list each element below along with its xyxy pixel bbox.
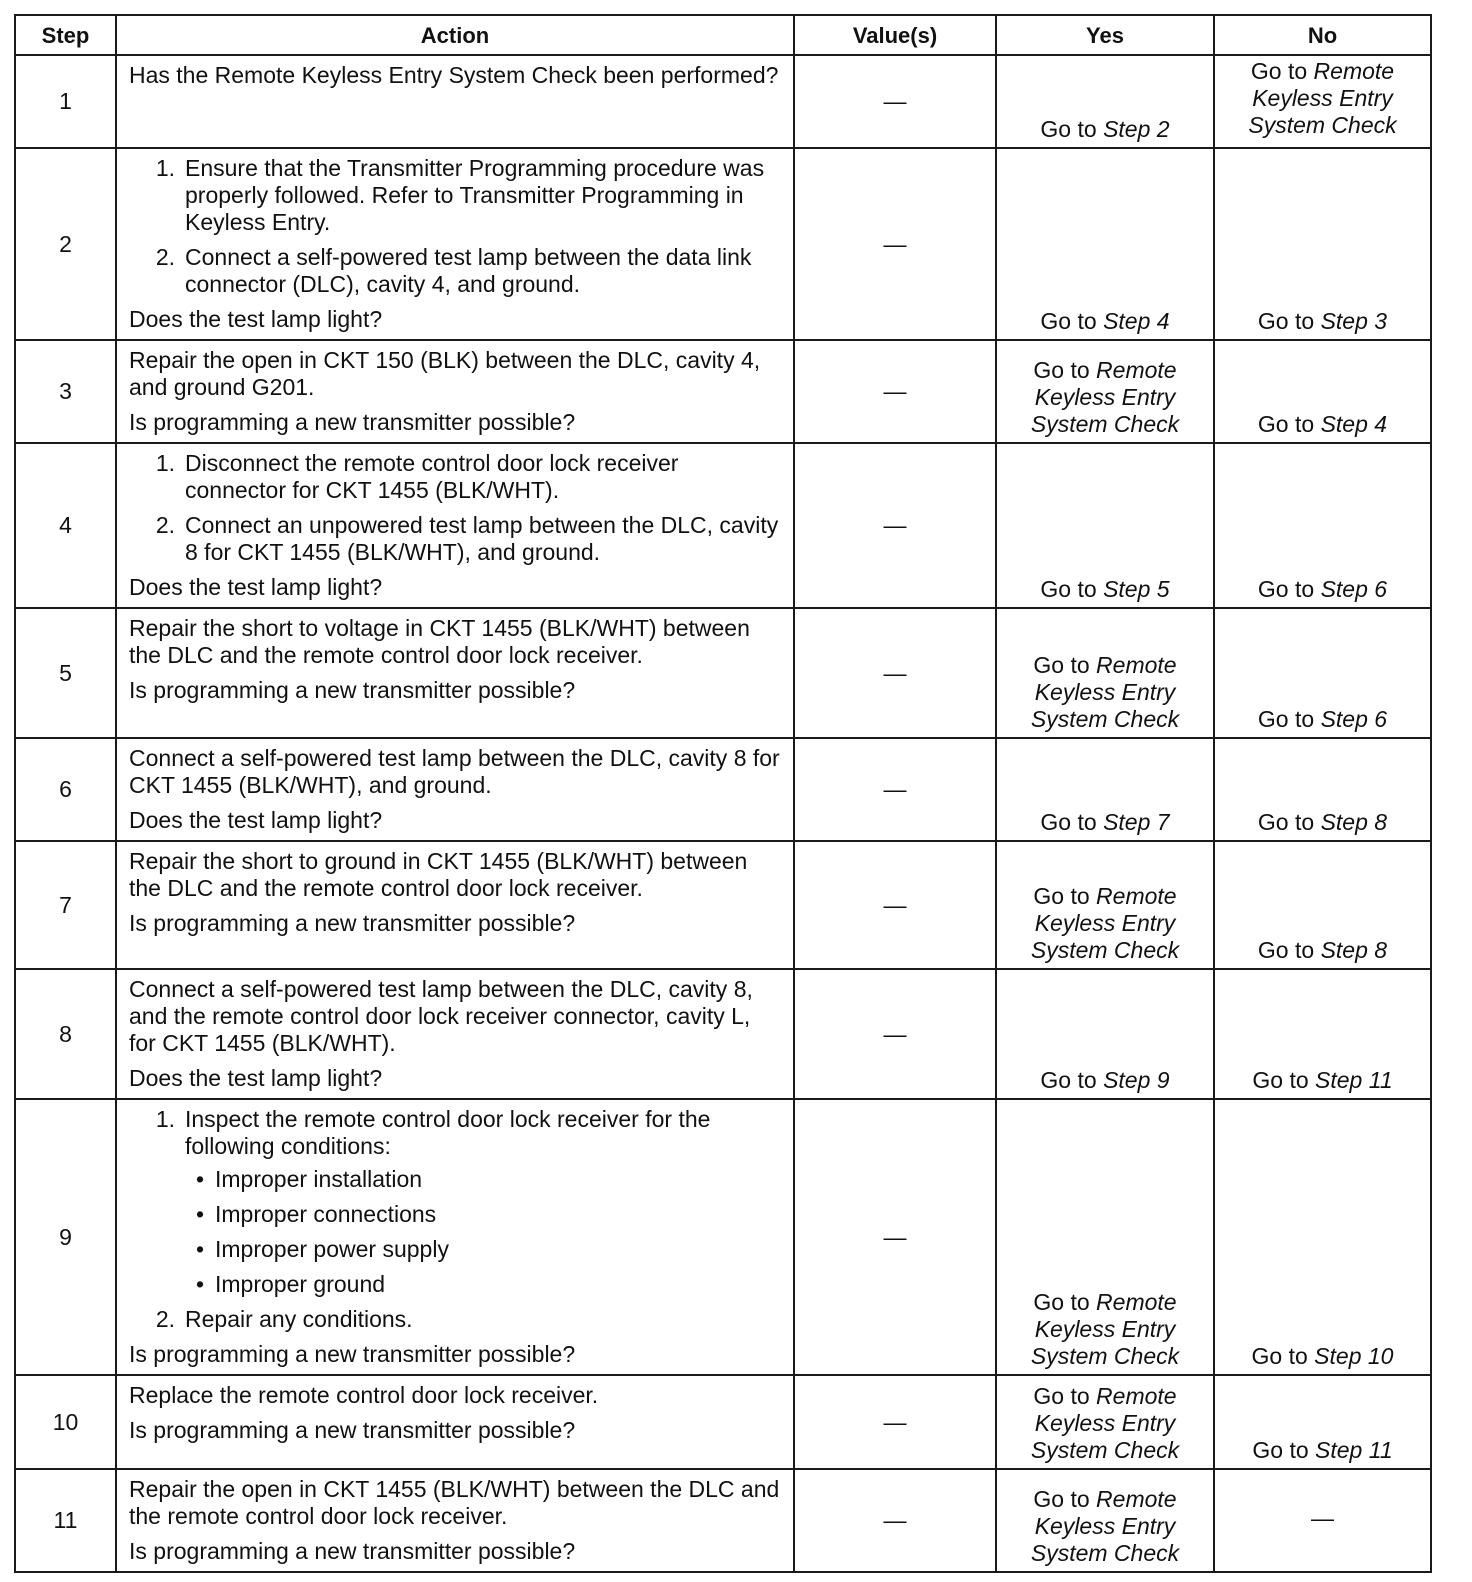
value-cell: — [794, 738, 996, 841]
list-number: 1. [155, 1106, 175, 1132]
yes-target-line2: Keyless Entry [1034, 384, 1176, 410]
no-cell [1214, 1375, 1431, 1469]
go-to-label: Go to [1033, 652, 1090, 678]
bullet-icon: • [195, 1236, 205, 1262]
header-yes: Yes [996, 15, 1214, 55]
no-target: Step 8 [1320, 809, 1388, 835]
condition-bullets [185, 1166, 783, 1298]
table-row [15, 340, 1431, 443]
yes-target-line3: System Check [1030, 1437, 1180, 1463]
go-to-label: Go to [1257, 411, 1315, 437]
list-text: Connect a self-powered test lamp between the data link connector (DLC), cavity 4, and ground. [185, 244, 752, 297]
table-row [15, 608, 1431, 738]
yes-target-line1: Remote [1096, 1486, 1177, 1512]
yes-cell [996, 608, 1214, 738]
action-cell [116, 55, 794, 148]
no-target-line2: Keyless Entry [1252, 85, 1393, 111]
action-question: Is programming a new transmitter possible? [129, 1417, 576, 1443]
bullet-icon: • [195, 1271, 205, 1297]
value-cell: — [794, 969, 996, 1099]
go-to-label: Go to [1250, 58, 1308, 84]
bullet-text: Improper ground [215, 1271, 386, 1297]
value-cell: — [794, 148, 996, 340]
go-to-label: Go to [1257, 576, 1315, 602]
table-row [15, 969, 1431, 1099]
bullet-text: Improper installation [215, 1166, 423, 1192]
yes-cell [996, 1099, 1214, 1375]
yes-target-line1: Remote [1096, 357, 1177, 383]
table-row [15, 1099, 1431, 1375]
go-to-label: Go to [1033, 883, 1090, 909]
yes-target: Step 2 [1103, 116, 1170, 142]
action-text: Repair the short to ground in CKT 1455 (BLK/WHT) between the DLC and the remote control door lock receiver. [129, 848, 748, 901]
action-question: Is programming a new transmitter possible? [129, 1538, 576, 1564]
action-text: Repair the open in CKT 1455 (BLK/WHT) between the DLC and the remote control door lock receiver. [129, 1476, 780, 1529]
go-to-label: Go to [1040, 308, 1097, 334]
go-to-label: Go to [1033, 1383, 1090, 1409]
no-cell [1214, 1099, 1431, 1375]
go-to-label: Go to [1040, 576, 1097, 602]
yes-cell [996, 738, 1214, 841]
yes-target-line2: Keyless Entry [1034, 1513, 1176, 1539]
yes-target: Step 4 [1103, 308, 1170, 334]
list-text: Ensure that the Transmitter Programming procedure was properly followed. Refer to Transmitter Programming in Keyless Entry. [185, 155, 765, 235]
bullet-icon: • [195, 1201, 205, 1227]
step-number: 1 [15, 55, 116, 148]
action-question: Is programming a new transmitter possible? [129, 1341, 576, 1367]
step-number: 4 [15, 443, 116, 608]
action-question: Does the test lamp light? [129, 574, 383, 600]
yes-cell [996, 340, 1214, 443]
no-target: Step 11 [1315, 1437, 1393, 1463]
list-number: 2. [155, 244, 175, 270]
step-number: 8 [15, 969, 116, 1099]
go-to-label: Go to [1257, 937, 1315, 963]
bullet-text: Improper connections [215, 1201, 437, 1227]
value-cell: — [794, 841, 996, 969]
step-number: 5 [15, 608, 116, 738]
no-cell [1214, 148, 1431, 340]
header-no: No [1214, 15, 1431, 55]
value-cell: — [794, 1469, 996, 1572]
bullet-icon: • [195, 1166, 205, 1192]
value-cell: — [794, 1375, 996, 1469]
no-target: Step 6 [1320, 706, 1388, 732]
go-to-label: Go to [1040, 116, 1097, 142]
list-number: 2. [155, 512, 175, 538]
yes-cell [996, 1375, 1214, 1469]
go-to-label: Go to [1257, 706, 1315, 732]
action-question: Is programming a new transmitter possible? [129, 910, 576, 936]
list-text: Disconnect the remote control door lock receiver connector for CKT 1455 (BLK/WHT). [185, 450, 679, 503]
action-cell [116, 340, 794, 443]
no-target: Step 3 [1320, 308, 1388, 334]
action-text: Repair the open in CKT 150 (BLK) between the DLC, cavity 4, and ground G201. [129, 347, 761, 400]
action-cell [116, 608, 794, 738]
action-cell [116, 1469, 794, 1572]
no-cell [1214, 969, 1431, 1099]
yes-cell [996, 969, 1214, 1099]
value-cell: — [794, 55, 996, 148]
header-step: Step [15, 15, 116, 55]
yes-cell [996, 148, 1214, 340]
table-row [15, 443, 1431, 608]
step-number: 2 [15, 148, 116, 340]
no-target-line1: Remote [1313, 58, 1395, 84]
no-cell [1214, 443, 1431, 608]
yes-cell [996, 1469, 1214, 1572]
action-question: Does the test lamp light? [129, 807, 383, 833]
go-to-label: Go to [1257, 809, 1315, 835]
yes-target-line3: System Check [1030, 1343, 1180, 1369]
step-number: 6 [15, 738, 116, 841]
action-cell [116, 738, 794, 841]
yes-target: Step 5 [1103, 576, 1170, 602]
no-target: Step 10 [1314, 1343, 1394, 1369]
action-question: Is programming a new transmitter possible? [129, 677, 576, 703]
yes-target-line2: Keyless Entry [1034, 1316, 1176, 1342]
step-number: 11 [15, 1469, 116, 1572]
list-number: 1. [155, 155, 175, 181]
table-row [15, 841, 1431, 969]
go-to-label: Go to [1033, 1486, 1090, 1512]
yes-target-line3: System Check [1030, 1540, 1180, 1566]
action-cell [116, 1099, 794, 1375]
diagnostic-table [14, 14, 1432, 1573]
action-text: Replace the remote control door lock receiver. [129, 1382, 599, 1408]
yes-target: Step 7 [1103, 809, 1170, 835]
action-question: Does the test lamp light? [129, 306, 383, 332]
table-row [15, 1375, 1431, 1469]
action-cell [116, 841, 794, 969]
step-number: 10 [15, 1375, 116, 1469]
go-to-label: Go to [1040, 1067, 1097, 1093]
yes-target-line3: System Check [1030, 937, 1180, 963]
list-number: 2. [155, 1306, 175, 1332]
table-row [15, 738, 1431, 841]
table-row [15, 55, 1431, 148]
value-cell: — [794, 340, 996, 443]
value-cell: — [794, 608, 996, 738]
no-target: Step 4 [1320, 411, 1388, 437]
table-row [15, 148, 1431, 340]
go-to-label: Go to [1033, 1289, 1090, 1315]
no-cell [1214, 340, 1431, 443]
action-cell [116, 969, 794, 1099]
no-target: Step 11 [1315, 1067, 1393, 1093]
value-cell: — [794, 443, 996, 608]
yes-target-line2: Keyless Entry [1034, 910, 1176, 936]
action-cell [116, 1375, 794, 1469]
step-number: 7 [15, 841, 116, 969]
yes-cell [996, 443, 1214, 608]
list-text: Connect an unpowered test lamp between the DLC, cavity 8 for CKT 1455 (BLK/WHT), and ground. [185, 512, 779, 565]
action-question: Is programming a new transmitter possible? [129, 409, 576, 435]
yes-target-line2: Keyless Entry [1034, 679, 1176, 705]
no-target: Step 8 [1320, 937, 1388, 963]
no-cell [1214, 608, 1431, 738]
header-values: Value(s) [794, 15, 996, 55]
action-text: Has the Remote Keyless Entry System Check been performed? [129, 62, 779, 88]
go-to-label: Go to [1252, 1437, 1309, 1463]
list-text: Inspect the remote control door lock receiver for the following conditions: [185, 1106, 711, 1159]
step-number: 9 [15, 1099, 116, 1375]
action-text: Repair the short to voltage in CKT 1455 (BLK/WHT) between the DLC and the remote control door lock receiver. [129, 615, 750, 668]
yes-target-line3: System Check [1030, 706, 1180, 732]
step-number: 3 [15, 340, 116, 443]
no-cell: — [1214, 1469, 1431, 1572]
no-target-line3: System Check [1248, 112, 1397, 138]
bullet-text: Improper power supply [215, 1236, 449, 1262]
go-to-label: Go to [1040, 809, 1097, 835]
no-cell [1214, 841, 1431, 969]
action-text: Connect a self-powered test lamp between the DLC, cavity 8, and the remote control door lock receiver connector, cavity L, for CKT 1455 (BLK/WHT). [129, 976, 753, 1056]
yes-target-line1: Remote [1096, 652, 1177, 678]
go-to-label: Go to [1252, 1067, 1309, 1093]
go-to-label: Go to [1033, 357, 1090, 383]
header-action: Action [116, 15, 794, 55]
header-row [15, 15, 1431, 55]
yes-target-line3: System Check [1030, 411, 1180, 437]
no-cell [1214, 738, 1431, 841]
yes-target: Step 9 [1103, 1067, 1170, 1093]
value-cell: — [794, 1099, 996, 1375]
yes-target-line1: Remote [1096, 1383, 1177, 1409]
yes-target-line1: Remote [1096, 883, 1177, 909]
action-question: Does the test lamp light? [129, 1065, 383, 1091]
yes-cell [996, 841, 1214, 969]
action-cell [116, 443, 794, 608]
yes-cell [996, 55, 1214, 148]
action-text: Connect a self-powered test lamp between the DLC, cavity 8 for CKT 1455 (BLK/WHT), and ground. [129, 745, 780, 798]
list-number: 1. [155, 450, 175, 476]
yes-target-line2: Keyless Entry [1034, 1410, 1176, 1436]
go-to-label: Go to [1251, 1343, 1308, 1369]
table-row [15, 1469, 1431, 1572]
no-target: Step 6 [1320, 576, 1388, 602]
yes-target-line1: Remote [1096, 1289, 1177, 1315]
no-cell [1214, 55, 1431, 148]
go-to-label: Go to [1257, 308, 1315, 334]
list-text: Repair any conditions. [185, 1306, 413, 1332]
action-cell [116, 148, 794, 340]
